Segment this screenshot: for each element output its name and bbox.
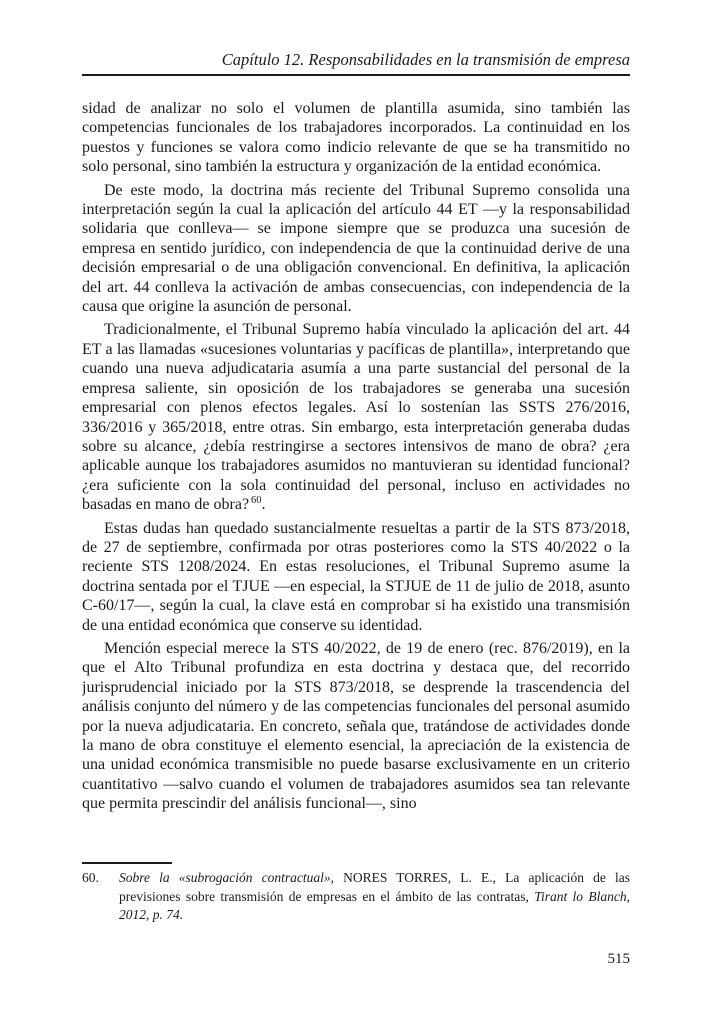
body-paragraph: De este modo, la doctrina más reciente del Tribunal Supremo consolida una interpretación según la cual la aplicación del artículo 44 ET —y la responsabilidad solidaria que conlleva— se impone siempre que se produzca una sucesión de empresa en sentido jurídico, con independencia de que la continuidad derive de una decisión empresarial o de una obligación convencional. En definitiva, la aplicación del art. 44 conlleva la activación de ambas consecuencias, con independencia de la causa que origine la asunción de personal. [82,181,630,316]
page-number: 515 [607,950,630,967]
footnote-text [119,869,630,925]
page-header [82,50,630,76]
body-paragraph [82,320,630,514]
footnote-reference: 60 [251,494,262,506]
body-paragraph: Mención especial merece la STS 40/2022, de 19 de enero (rec. 876/2019), en la que el Alto Tribunal profundiza en esta doctrina y destaca que, del recorrido jurisprudencial iniciado por la STS 873/2018, se desprende la trascendencia del análisis conjunto del número y de las competencias funcionales del personal asumido por la nueva adjudicataria. En concreto, señala que, tratándose de actividades donde la mano de obra constituye el elemento esencial, la apreciación de la existencia de una unidad económica transmisible no puede basarse exclusivamente en un criterio cuantitativo —salvo cuando el volumen de trabajadores asumidos sea tan relevante que permita prescindir del análisis funcional—, sino [82,639,630,813]
page-body [82,99,630,859]
running-title: Capítulo 12. Responsabilidades en la transmisión de empresa [221,50,630,69]
page-footer [82,862,630,968]
footnote-middle: , NORES TORRES, L. E., La aplicación de las previsiones sobre transmisión de empresas en el ámbito de las contratas, [119,870,631,904]
footnote-lead-italic: Sobre la «subrogación contractual» [119,870,331,885]
paragraph-text: Tradicionalmente, el Tribunal Supremo había vinculado la aplicación del art. 44 ET a las llamadas «sucesiones voluntarias y pacíficas de plantilla», interpretando que cuando una nueva adjudicataria asumía a una parte sustancial del personal de la empresa saliente, sin oposición de los trabajadores se generaba una sucesión empresarial con plenos efectos legales. Así lo sostenían las SSTS 276/2016, 336/2016 y 365/2018, entre otras. Sin embargo, esta interpretación generaba dudas sobre su alcance, ¿debía restringirse a sectores intensivos de mano de obra? ¿era aplicable aunque los trabajadores asumidos no mantuvieran su identidad funcional? ¿era suficiente con la sola continuidad del personal, incluso en actividades no basadas en mano de obra? [82,321,630,514]
footnote-number: 60. [82,870,99,885]
paragraph-text-after-ref: . [261,496,266,514]
body-paragraph: Estas dudas han quedado sustancialmente resueltas a partir de la STS 873/2018, de 27 de septiembre, confirmada por otras posteriores como la STS 40/2022 o la reciente STS 1208/2024. En estas resoluciones, el Tribunal Supremo asume la doctrina sentada por el TJUE —en especial, la STJUE de 11 de julio de 2018, asunto C-60/17—, según la cual, la clave está en comprobar si ha existido una transmisión de una entidad económica que conserve su identidad. [82,519,630,634]
body-paragraph: sidad de analizar no solo el volumen de plantilla asumida, sino también las competencias funcionales de los trabajadores incorporados. La continuidad en los puestos y funciones se valora como indicio relevante de que se ha transmitido no solo personal, sino también la estructura y organización de la entidad económica. [82,100,630,176]
footnote [82,869,630,925]
footnote-separator [82,862,172,864]
footnote-source-italic: Tirant lo Blanch, 2012, p. 74. [119,888,630,922]
